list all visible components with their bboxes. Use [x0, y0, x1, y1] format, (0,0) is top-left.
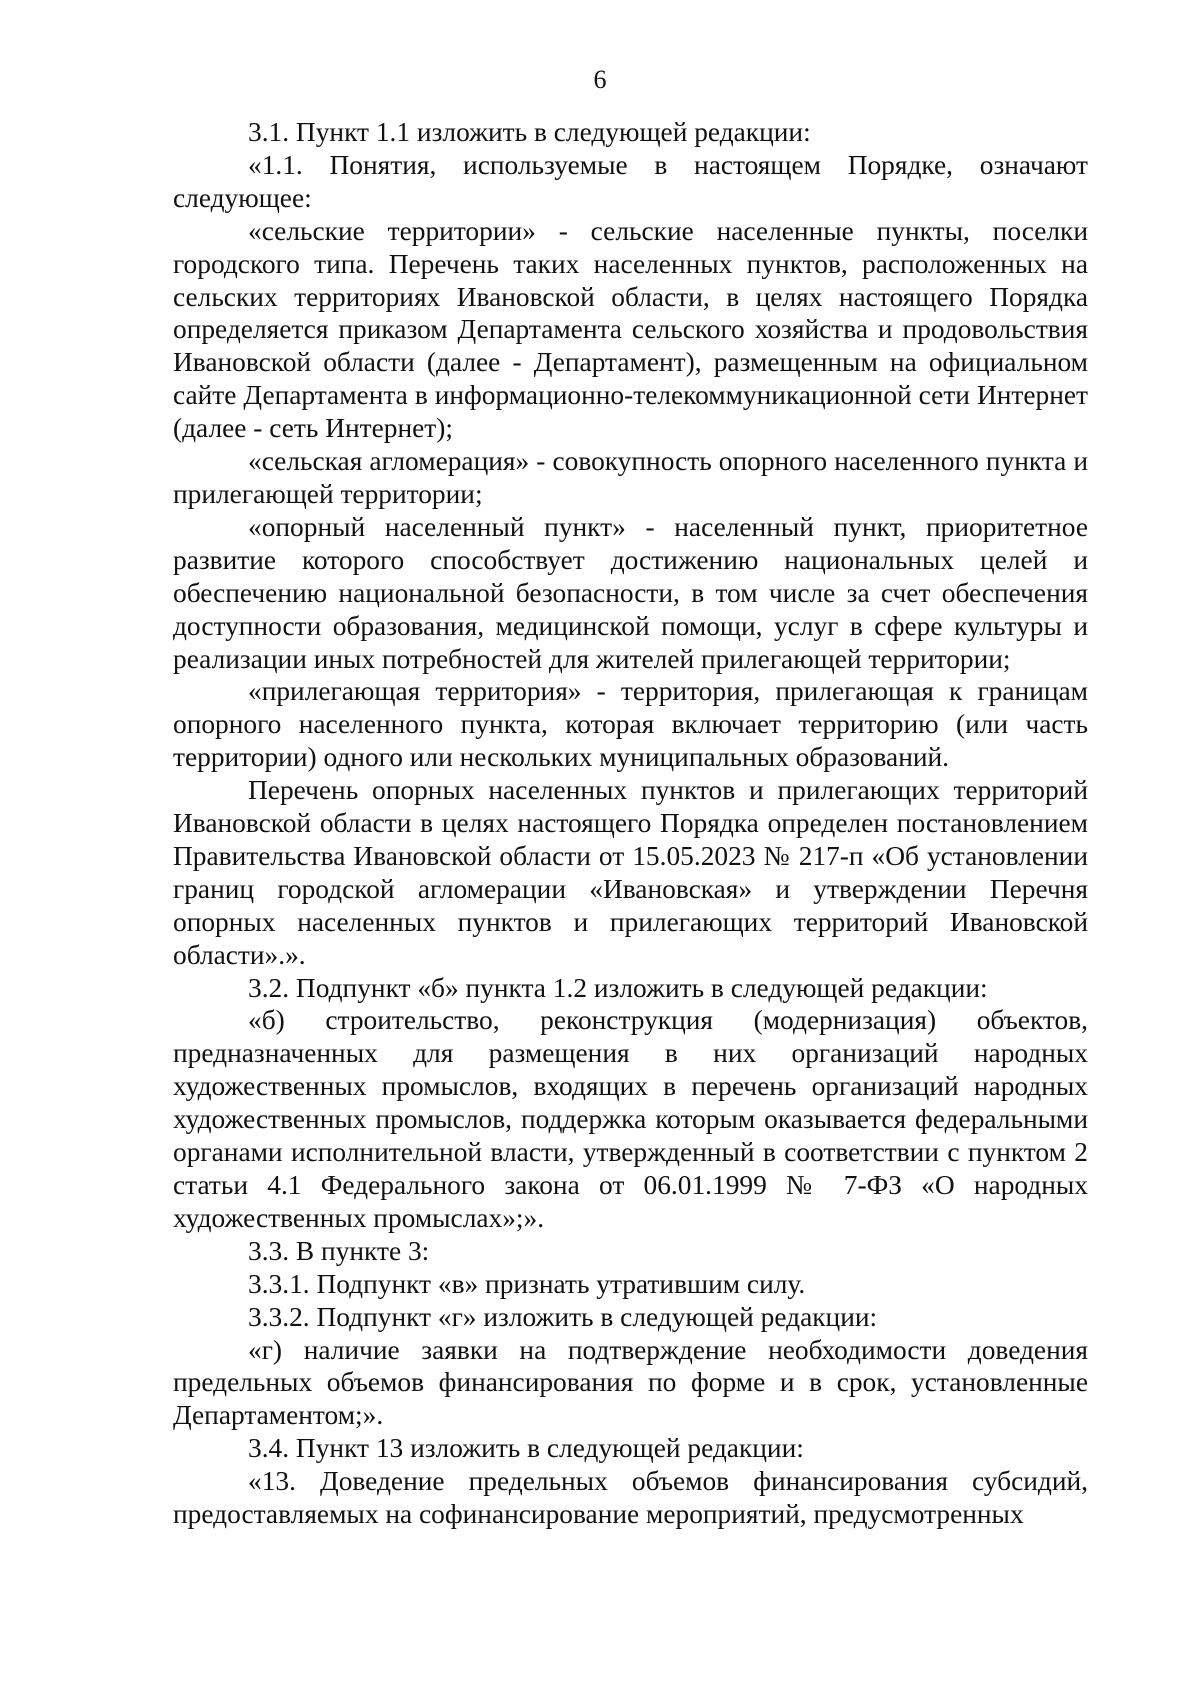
paragraph-3-3-2: 3.3.2. Подпункт «г» изложить в следующей редакции:	[248, 1301, 878, 1332]
subparagraph-g: «г) наличие заявки на подтверждение необходимости доведения предельных объемов финансирования по форме и в срок, установленные Департаментом;».	[173, 1334, 1088, 1431]
definition-adjacent-territory: «прилегающая территория» - территория, прилегающая к границам опорного населенного пункта, которая включает территорию (или часть территории) одного или нескольких муниципальных образований.	[173, 676, 1088, 773]
definition-reference-settlement: «опорный населенный пункт» - населенный пункт, приоритетное развитие которого способствует достижению национальных целей и обеспечению национальной безопасности, в том числе за счет обеспечения доступности образования, медицинской помощи, услуг в сфере культуры и реализации иных потребностей для жителей прилегающей территории;	[173, 511, 1088, 674]
paragraph-13: «13. Доведение предельных объемов финансирования субсидий, предоставляемых на софинансирование мероприятий, предусмотренных	[173, 1466, 1088, 1530]
paragraph-3-2: 3.2. Подпункт «б» пункта 1.2 изложить в следующей редакции:	[248, 972, 988, 1003]
paragraph-settlement-list: Перечень опорных населенных пунктов и прилегающих территорий Ивановской области в целях настоящего Порядка определен постановлением Правительства Ивановской области от 15.05.2023 № 217-п «Об установлении границ городской агломерации «Ивановская» и утверждении Перечня опорных населенных пунктов и прилегающих территорий Ивановской области».».	[173, 775, 1088, 970]
paragraph-3-3-1: 3.3.1. Подпункт «в» признать утратившим силу.	[248, 1268, 806, 1299]
paragraph-1-1: «1.1. Понятия, используемые в настоящем Порядке, означают следующее:	[173, 149, 1088, 213]
definition-rural-agglomeration: «сельская агломерация» - совокупность опорного населенного пункта и прилегающей территории;	[173, 446, 1088, 509]
paragraph-3-1: 3.1. Пункт 1.1 изложить в следующей редакции:	[248, 117, 811, 147]
subparagraph-b: «б) строительство, реконструкция (модернизация) объектов, предназначенных для размещения в них организаций народных художественных промыслов, входящих в перечень организаций народных художественных промыслов, поддержка которым оказывается федеральными органами исполнительной власти, утвержденный в соответствии с пунктом 2 статьи 4.1 Федерального закона от 06.01.1999 № 7-ФЗ «О народных художественных промыслах»;».	[173, 1005, 1088, 1233]
page-number: 6	[593, 65, 607, 94]
document-body	[173, 116, 1088, 1531]
paragraph-3-3: 3.3. В пункте 3:	[248, 1235, 430, 1266]
definition-rural-territories: «сельские территории» - сельские населенные пункты, поселки городского типа. Перечень таких населенных пунктов, расположенных на сельских территориях Ивановской области, в целях настоящего Порядка определяется приказом Департамента сельского хозяйства и продовольствия Ивановской области (далее - Департамент), размещенным на официальном сайте Департамента в информационно-телекоммуникационной сети Интернет (далее - сеть Интернет);	[173, 215, 1088, 444]
paragraph-3-4: 3.4. Пункт 13 изложить в следующей редакции:	[248, 1433, 804, 1464]
